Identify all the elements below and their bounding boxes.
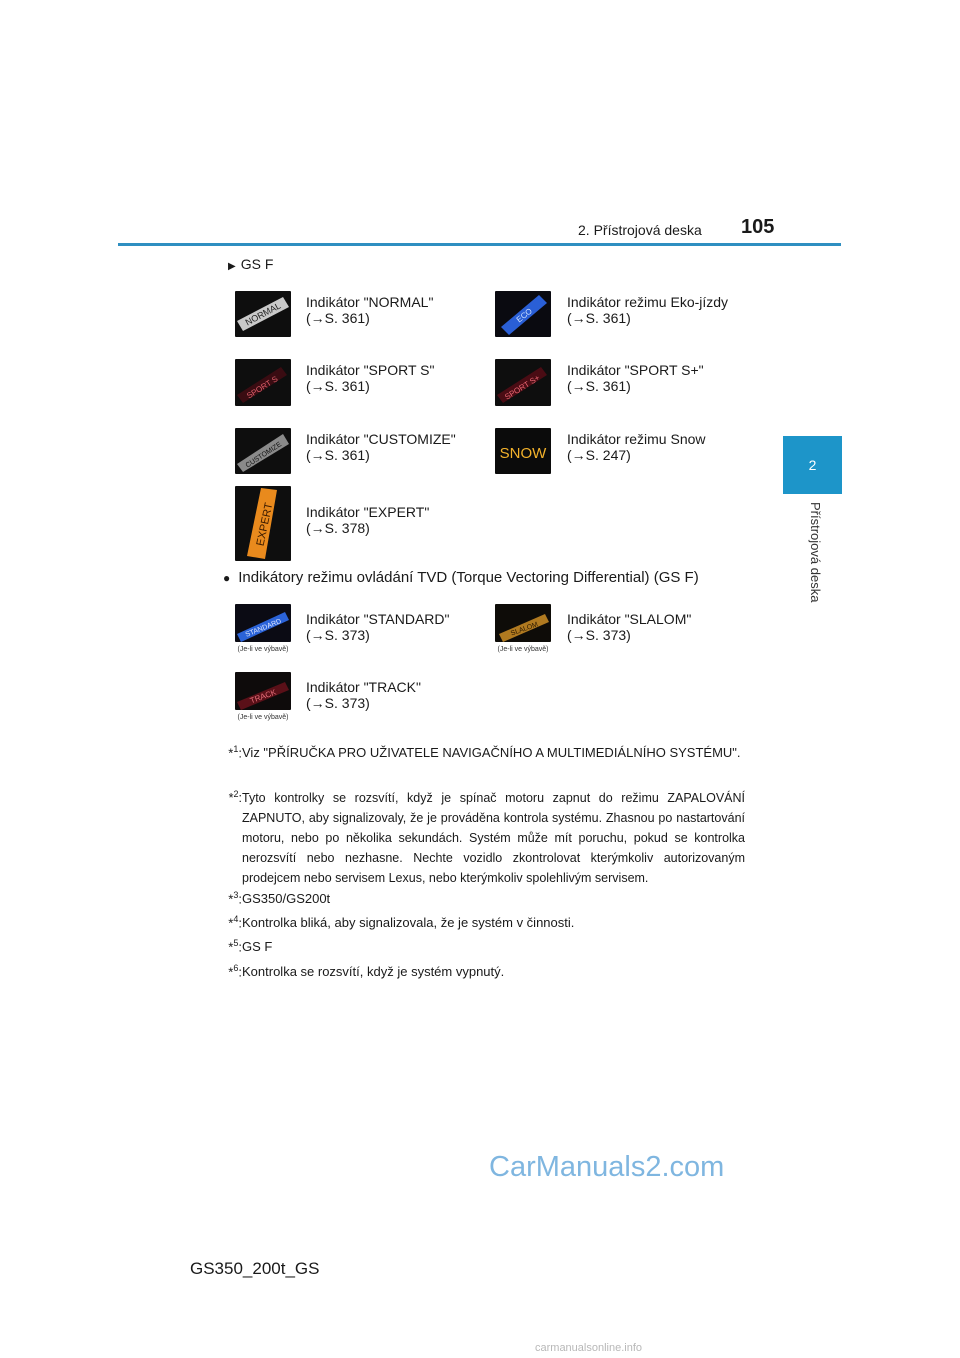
footnote-4: *$^4$: Kontrolka bliká, aby signalizovala, že je systém v činnosti. <box>228 914 575 931</box>
customize-indicator-icon <box>235 428 291 474</box>
expert-indicator-icon <box>235 486 291 561</box>
watermark-logo[interactable]: CarManuals2.com <box>489 1151 725 1183</box>
equipment-note: (Je-li ve výbavě) <box>237 646 289 653</box>
indicator-eco-label: Indikátor režimu Eko-jízdy (→S. 361) <box>567 294 729 326</box>
header-rule <box>118 243 841 246</box>
page-number: 105 <box>741 216 775 238</box>
tvd-heading: ● Indikátory režimu ovládání TVD (Torque Vectoring Differential) (GS F) <box>223 569 699 586</box>
indicator-standard-label: Indikátor "STANDARD" (→S. 373) <box>306 611 450 643</box>
indicator-customize-label: Indikátor "CUSTOMIZE" (→S. 361) <box>306 431 456 463</box>
icon-text: SNOW <box>499 445 547 462</box>
watermark-site[interactable]: carmanualsonline.info <box>535 1342 643 1354</box>
indicator-expert-label: Indikátor "EXPERT" (→S. 378) <box>306 504 430 536</box>
section-title: 2. Přístrojová deska <box>578 222 702 238</box>
icon-text: SPORT S <box>245 374 280 401</box>
footnote-6: *$^6$: Kontrolka se rozsvítí, když je systém vypnutý. <box>228 963 505 980</box>
bullet-icon: ● <box>223 571 231 585</box>
track-indicator-icon <box>235 672 291 710</box>
icon-text: TRACK <box>248 687 278 706</box>
icon-text: ECO <box>514 306 534 325</box>
slalom-indicator-icon <box>495 604 551 642</box>
icon-text: NORMAL <box>243 300 283 328</box>
indicator-sport-s-plus-label: Indikátor "SPORT S+" (→S. 361) <box>567 362 704 394</box>
icon-text: CUSTOMIZE <box>244 441 283 470</box>
sport-s-indicator-icon <box>235 359 291 406</box>
indicator-snow-label: Indikátor režimu Snow (→S. 247) <box>567 431 706 463</box>
eco-indicator-icon <box>495 291 551 337</box>
footnote-2: *$^2$: Tyto kontrolky se rozsvítí, když je spínač motoru zapnut do režimu ZAPALOVÁNÍ ZAPNUTO, aby signalizovaly, že je prováděna kontrola systému. Zhasnou po nastartování motoru, nebo po několika sekundách. Systém může mít poruchu, pokud se kontrolka nerozsvítí nebo nezhasne. Nechte vozidlo zkontrolovat kterýmkoliv autorizovaným prodejcem nebo servisem Lexus, nebo kterýmkoliv spolehlivým servisem. <box>228 789 745 886</box>
indicator-slalom-label: Indikátor "SLALOM" (→S. 373) <box>567 611 692 643</box>
icon-text: SLALOM <box>509 621 540 638</box>
normal-indicator-icon <box>235 291 291 337</box>
icon-text: SPORT S+ <box>503 373 542 402</box>
chapter-label: Přístrojová deska <box>808 502 823 603</box>
indicator-track-label: Indikátor "TRACK" (→S. 373) <box>306 679 421 711</box>
footnote-5: *$^5$: GS F <box>228 938 273 955</box>
footnote-1: *$^1$: Viz "PŘÍRUČKA PRO UŽIVATELE NAVIGAČNÍHO A MULTIMEDIÁLNÍHO SYSTÉMU". <box>228 744 741 761</box>
chapter-tab: 2 <box>783 436 842 494</box>
snow-indicator-icon <box>495 428 551 474</box>
indicator-normal-label: Indikátor "NORMAL" (→S. 361) <box>306 294 434 326</box>
section-heading-gsf: ▶ GS F <box>228 256 274 272</box>
standard-indicator-icon <box>235 604 291 642</box>
sport-s-plus-indicator-icon <box>495 359 551 406</box>
icon-text: STANDARD <box>244 618 283 639</box>
equipment-note: (Je-li ve výbavě) <box>497 646 549 653</box>
indicator-sport-s-label: Indikátor "SPORT S" (→S. 361) <box>306 362 435 394</box>
triangle-right-icon: ▶ <box>228 261 236 272</box>
icon-text: EXPERT <box>254 501 276 548</box>
equipment-note: (Je-li ve výbavě) <box>237 714 289 721</box>
footnote-3: *$^3$: GS350/GS200t <box>228 890 331 907</box>
footer-model: GS350_200t_GS <box>190 1259 320 1278</box>
